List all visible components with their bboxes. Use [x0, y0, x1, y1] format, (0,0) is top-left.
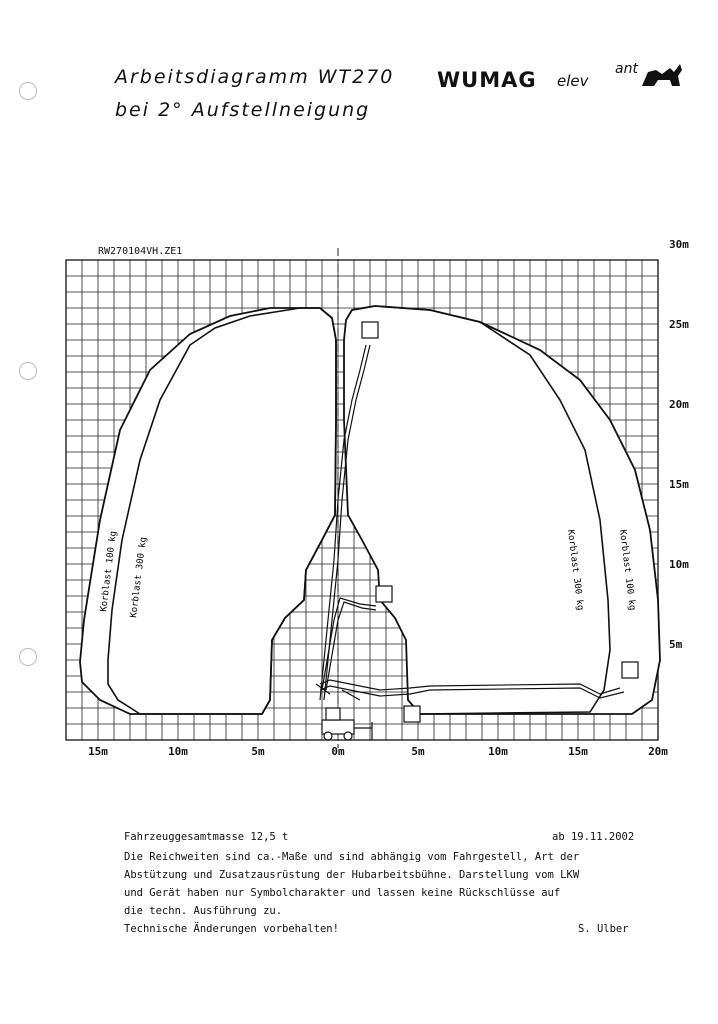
signature: S. Ulber	[578, 923, 629, 935]
boom-mid-position	[322, 586, 392, 690]
left-outer-envelope	[80, 308, 336, 714]
x-axis-label: 15m	[88, 745, 108, 758]
y-axis-label: 20m	[669, 398, 689, 411]
notes-line-5: Technische Änderungen vorbehalten!	[124, 923, 339, 935]
y-axis-label: 30m	[669, 238, 689, 251]
vehicle-mass: Fahrzeuggesamtmasse 12,5 t	[124, 831, 289, 843]
right-outer-envelope	[344, 306, 660, 714]
logo-main-text: WUMAG	[437, 68, 537, 92]
y-axis-label: 25m	[669, 318, 689, 331]
notes-line-3: und Gerät haben nur Symbolcharakter und lassen keine Rückschlüsse auf	[124, 887, 561, 899]
label-left-outer: Korblast 100 kg	[99, 530, 119, 613]
y-axis-label: 15m	[669, 478, 689, 491]
label-left-inner: Korblast 300 kg	[129, 536, 149, 619]
drawing-code: RW270104VH.ZE1	[98, 246, 183, 257]
label-right-outer: Korblast 100 kg	[617, 529, 637, 612]
x-axis-label: 5m	[411, 745, 425, 758]
label-right-inner: Korblast 300 kg	[565, 529, 585, 612]
logo-sub-text: elev	[557, 72, 589, 90]
x-axis-label: 10m	[488, 745, 508, 758]
x-axis-label: 20m	[648, 745, 668, 758]
logo-sup-text: ant	[615, 61, 638, 77]
valid-date: ab 19.11.2002	[552, 831, 635, 843]
y-axis-label: 5m	[669, 638, 683, 651]
diagram-subtitle: bei 2° Aufstellneigung	[115, 99, 371, 121]
notes-line-2: Abstützung und Zusatzausrüstung der Hubarbeitsbühne. Darstellung vom LKW	[124, 869, 580, 881]
notes-line-4: die techn. Ausführung zu.	[124, 905, 283, 917]
y-axis-label: 10m	[669, 558, 689, 571]
diagram-title: Arbeitsdiagramm WT270	[115, 66, 395, 88]
x-axis-label: 5m	[251, 745, 265, 758]
notes-line-1: Die Reichweiten sind ca.-Maße und sind abhängig vom Fahrgestell, Art der	[124, 851, 580, 863]
x-axis-label: 15m	[568, 745, 588, 758]
x-axis-label: 10m	[168, 745, 188, 758]
x-axis-label: 0m	[331, 745, 345, 758]
